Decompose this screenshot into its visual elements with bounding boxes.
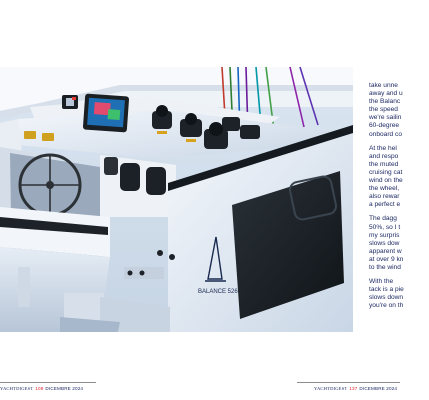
text-line: cruising cat — [369, 168, 403, 176]
text-line: wind on the — [369, 177, 403, 185]
text-line: we're sailin — [369, 114, 402, 122]
magazine-name: YACHTDIGEST — [0, 386, 34, 391]
text-line: to the wind — [369, 263, 401, 271]
page-number: 137 — [349, 386, 358, 391]
text-line: The dagg — [369, 215, 397, 223]
text-line: the wheel, — [369, 185, 400, 193]
helm-station-photo — [0, 67, 353, 332]
text-line: 50%, so I t — [369, 223, 401, 231]
hull-brand-text: BALANCE 526 — [198, 289, 238, 295]
text-line: at over 9 kn — [369, 255, 404, 263]
paragraph-1 — [369, 82, 429, 139]
paragraph-4 — [369, 278, 429, 310]
text-line: slows down — [369, 294, 404, 302]
text-line: the Balanc — [369, 98, 401, 106]
issue-date: DICEMBRE 2024 — [359, 386, 398, 391]
text-line: apparent w — [369, 247, 402, 255]
paragraph-3 — [369, 215, 429, 272]
text-line: At the hel — [369, 144, 397, 152]
footer-folio-right — [314, 386, 397, 391]
text-line: also rewar — [369, 193, 400, 201]
text-line: a perfect e — [369, 201, 401, 209]
footer-folio-left — [0, 386, 83, 391]
footer-rule-left — [0, 382, 96, 383]
text-line: you're on th — [369, 302, 404, 310]
paragraph-2 — [369, 145, 429, 210]
text-line: slows dow — [369, 239, 400, 247]
magazine-name: YACHTDIGEST — [314, 386, 348, 391]
text-line: With the — [369, 278, 394, 286]
issue-date: DICEMBRE 2024 — [45, 386, 84, 391]
text-line: away and u — [369, 90, 403, 98]
text-line: and respo — [369, 152, 399, 160]
text-line: the muted — [369, 160, 399, 168]
page-number: 109 — [35, 386, 44, 391]
article-text-column — [369, 82, 429, 316]
text-line: 60-degree — [369, 122, 400, 130]
text-line: tack is a pie — [369, 286, 404, 294]
text-line: my surpris — [369, 231, 400, 239]
footer-rule-right — [297, 382, 400, 383]
text-line: the speed — [369, 106, 398, 114]
text-line: take unne — [369, 82, 398, 89]
text-line: onboard co — [369, 130, 402, 138]
